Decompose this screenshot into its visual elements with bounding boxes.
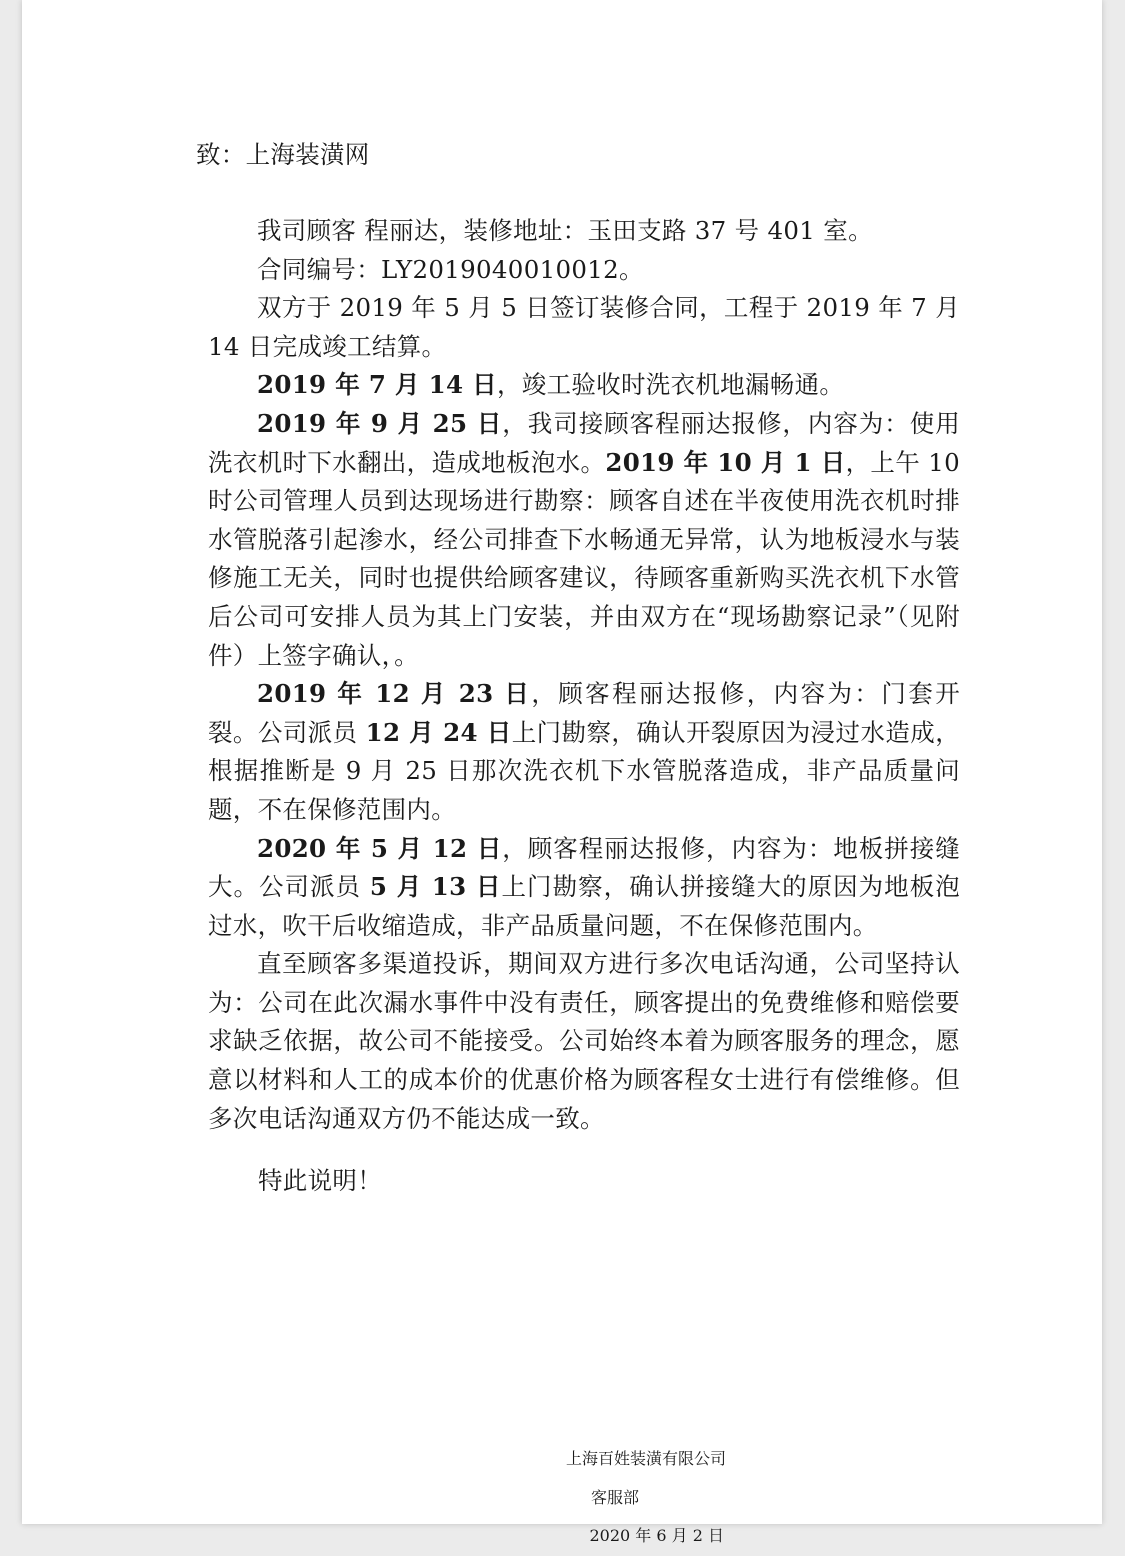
paragraph-3-date: 2019 年 12 月 23 日 bbox=[257, 679, 532, 709]
paragraph-4-text-b: 上门勘察，确认拼接缝大的原因为地板泡过水，吹干后收缩造成，非产品质量问题，不在保修范围内。 bbox=[208, 872, 960, 940]
signature-company: 上海百姓装潢有限公司 bbox=[565, 1449, 726, 1468]
signature-block bbox=[470, 1440, 726, 1556]
contract-sign-line: 双方于 2019 年 5 月 5 日签订装修合同，工程于 2019 年 7 月 14 日完成竣工结算。 bbox=[208, 293, 960, 361]
paragraph-1 bbox=[208, 366, 960, 405]
paragraph-1-date: 2019 年 7 月 14 日 bbox=[257, 370, 497, 400]
paragraph-3-date-b: 12 月 24 日 bbox=[365, 717, 512, 747]
signature-date: 2020 年 6 月 2 日 bbox=[589, 1526, 724, 1546]
document-page bbox=[22, 0, 1102, 1546]
paragraph-2-date: 2019 年 9 月 25 日 bbox=[257, 408, 503, 438]
contract-line: 合同编号：LY2019040010012。 bbox=[257, 254, 644, 284]
paragraph-2-date-b: 2019 年 10 月 1 日 bbox=[605, 447, 846, 477]
customer-line: 我司顾客 程丽达，装修地址：玉田支路 37 号 401 室。 bbox=[257, 216, 873, 245]
paragraph-5: 直至顾客多渠道投诉，期间双方进行多次电话沟通，公司坚持认为：公司在此次漏水事件中没有责任，顾客提出的免费维修和赔偿要求缺乏依据，故公司不能接受。公司始终本着为顾客服务的理念，愿意以材料和人工的成本价的优惠价格为顾客程女士进行有偿维修。但多次电话沟通双方仍不能达成一致。 bbox=[208, 949, 960, 1133]
paragraph-3-text-b: 上门勘察，确认开裂原因为浸过水造成，根据推断是 9 月 25 日那次洗衣机下水管脱落造成，非产品质量问题，不在保修范围内。 bbox=[208, 717, 961, 824]
paragraph-3 bbox=[208, 675, 960, 829]
paragraph-1-text: ，竣工验收时洗衣机地漏畅通。 bbox=[496, 370, 845, 400]
paragraph-3-text-a: ，顾客程丽达报修，内容为：门套开裂。公司派员 bbox=[208, 679, 960, 747]
paragraph-2-text-a: ，我司接顾客程丽达报修，内容为：使用洗衣机时下水翻出，造成地板泡水。 bbox=[208, 408, 960, 477]
letter-closing: 特此说明！ bbox=[258, 1166, 382, 1195]
letter-body bbox=[208, 212, 960, 1138]
paragraph-4-text-a: ，顾客程丽达报修，内容为：地板拼接缝大。公司派员 bbox=[208, 833, 960, 902]
paragraph-2-text-b: ，上午 10 时公司管理人员到达现场进行勘察：顾客自述在半夜使用洗衣机时排水管脱落引起渗水，经公司排查下水畅通无异常，认为地板浸水与装修施工无关，同时也提供给顾客建议，待顾客重新购买洗衣机下水管后公司可安排人员为其上门安装，并由双方在“现场勘察记录”（见附件）上签字确认，。 bbox=[208, 447, 960, 670]
signature-department: 客服部 bbox=[590, 1487, 639, 1507]
paragraph-2 bbox=[208, 405, 960, 675]
paragraph-4-date: 2020 年 5 月 12 日 bbox=[257, 833, 503, 863]
letter-greeting: 致：上海装潢网 bbox=[196, 140, 370, 169]
paragraph-4-date-b: 5 月 13 日 bbox=[369, 872, 502, 902]
paragraph-4 bbox=[208, 830, 960, 946]
